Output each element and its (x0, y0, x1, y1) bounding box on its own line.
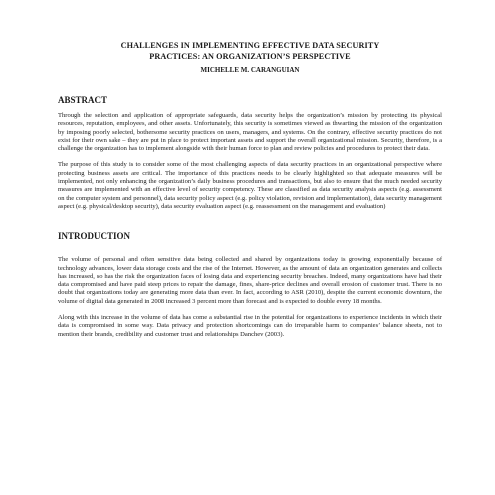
paper-title-line-2: PRACTICES: AN ORGANIZATION’S PERSPECTIVE (149, 52, 351, 61)
paper-author: MICHELLE M. CARANGUIAN (200, 66, 300, 74)
introduction-paragraph-2: Along with this increase in the volume of data has come a substantial rise in the potential for organizations to experience incidents in which their data is compromised in some way. Data privacy and protection shortcomings can do irreparable harm to companies’ balance sheets, not to mention their brands, credibility and customer trust and relationships Danchev (2003). (58, 314, 442, 338)
abstract-paragraph-1: Through the selection and application of appropriate safeguards, data security helps the organization’s mission by protecting its physical resources, reputation, employees, and other assets. Unfortunately, this security is sometimes viewed as thwarting the mission of the organization by imposing poorly selected, bothersome security practices on users, managers, and systems. On the contrary, effective security practices do not exist for their own sake – they are put in place to protect important assets and support the overall organizational mission. Security, therefore, is a challenge the organization has to implement alongside with their human force to plan and review policies and procedures to protect their data. (58, 112, 442, 153)
introduction-heading: INTRODUCTION (58, 231, 131, 242)
paper-title-line-1: CHALLENGES IN IMPLEMENTING EFFECTIVE DATA SECURITY (120, 41, 380, 50)
abstract-heading: ABSTRACT (58, 95, 108, 105)
introduction-paragraph-1: The volume of personal and often sensitive data being collected and shared by organizations today is growing exponentially because of technology advances, lower data storage costs and the rise of the Internet. However, as the amount of data an organization generates and collects has increased, so has the risk the organization faces of losing data and experiencing security breaches. Indeed, many organizations have had their data compromised and have paid steep prices to repair the damage, fines, share-price declines and overall erosion of customer trust. There is no doubt that organizations today are generating more data than ever. In fact, according to ASR (2010), despite the current economic downturn, the volume of digital data generated in 2008 increased 3 percent more than forecast and is expected to double every 18 months. (58, 256, 442, 305)
paper-page (58, 40, 442, 339)
abstract-paragraph-2: The purpose of this study is to consider some of the most challenging aspects of data security practices in an organizational perspective where protecting business assets are critical. The importance of this practices needs to be clearly highlighted so that adequate measures will be implemented, not only enhancing the organization’s daily business procedures and transactions, but also to ensure that the much needed security measures are implemented with an effective level of security competency. These are classified as data security analysis aspects (e.g. assessment on the computer system and personnel), data security policy aspect (e.g. policy violation, revision and implementation), data security management aspect (e.g. physical/desktop security), data security evaluation aspect (e.g. reassessment on the management and evaluation) (58, 161, 442, 210)
